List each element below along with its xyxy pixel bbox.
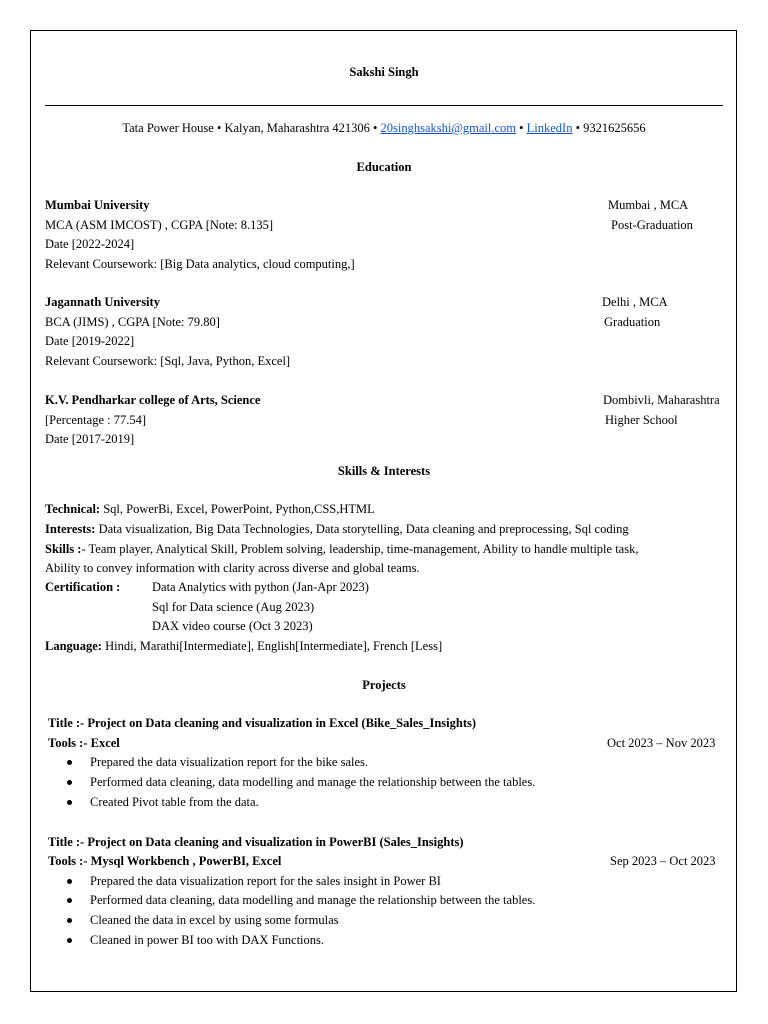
edu-school: Mumbai University bbox=[45, 198, 150, 212]
certification-item: Sql for Data science (Aug 2023) bbox=[152, 600, 315, 614]
edu-coursework: Relevant Coursework: [Sql, Java, Python, Excel] bbox=[45, 354, 291, 368]
technical-label: Technical: bbox=[45, 502, 101, 516]
edu-date: Date [2022-2024] bbox=[45, 237, 135, 251]
contact-separator: • bbox=[516, 121, 527, 135]
skills-line-continued: Ability to convey information with clarity across diverse and global teams. bbox=[45, 561, 420, 575]
bullet-icon bbox=[67, 800, 72, 805]
edu-school: K.V. Pendharkar college of Arts, Science bbox=[45, 393, 261, 407]
linkedin-link[interactable]: LinkedIn bbox=[526, 121, 573, 135]
project-bullet-text: Prepared the data visualization report for the sales insight in Power BI bbox=[90, 874, 441, 888]
edu-location: Dombivli, Maharashtra bbox=[603, 393, 720, 407]
phone-text: • 9321625656 bbox=[572, 121, 646, 135]
bullet-icon bbox=[67, 780, 72, 785]
project-bullet-text: Performed data cleaning, data modelling and manage the relationship between the tables. bbox=[90, 775, 536, 789]
certification-label: Certification : bbox=[45, 580, 121, 594]
skills-label: Skills : bbox=[45, 542, 82, 556]
skills-line bbox=[45, 541, 638, 557]
project-title: Title :- Project on Data cleaning and visualization in Excel (Bike_Sales_Insights) bbox=[48, 716, 477, 730]
edu-level: Graduation bbox=[604, 315, 661, 329]
edu-degree: [Percentage : 77.54] bbox=[45, 413, 147, 427]
edu-location: Delhi , MCA bbox=[602, 295, 668, 309]
project-bullet-text: Prepared the data visualization report for the bike sales. bbox=[90, 755, 369, 769]
certification-item: DAX video course (Oct 3 2023) bbox=[152, 619, 313, 633]
contact-line bbox=[0, 120, 768, 136]
language-label: Language: bbox=[45, 639, 102, 653]
edu-date: Date [2017-2019] bbox=[45, 432, 135, 446]
project-bullet-text: Cleaned the data in excel by using some formulas bbox=[90, 913, 339, 927]
skills-heading: Skills & Interests bbox=[337, 464, 431, 478]
edu-date: Date [2019-2022] bbox=[45, 334, 135, 348]
interests-value: Data visualization, Big Data Technologies, Data storytelling, Data cleaning and preprocessing, Sql coding bbox=[95, 522, 629, 536]
address-text: Tata Power House • Kalyan, Maharashtra 421306 • bbox=[122, 121, 381, 135]
project-bullet-text: Cleaned in power BI too with DAX Functions. bbox=[90, 933, 325, 947]
project-dates: Sep 2023 – Oct 2023 bbox=[610, 854, 716, 868]
edu-degree: BCA (JIMS) , CGPA [Note: 79.80] bbox=[45, 315, 220, 329]
interests-label: Interests: bbox=[45, 522, 96, 536]
bullet-icon bbox=[67, 918, 72, 923]
edu-degree: MCA (ASM IMCOST) , CGPA [Note: 8.135] bbox=[45, 218, 274, 232]
project-bullet-text: Created Pivot table from the data. bbox=[90, 795, 259, 809]
project-bullet-text: Performed data cleaning, data modelling and manage the relationship between the tables. bbox=[90, 893, 536, 907]
certification-item: Data Analytics with python (Jan-Apr 2023) bbox=[152, 580, 369, 594]
skills-value: - Team player, Analytical Skill, Problem solving, leadership, time-management, Ability to handle multiple task, bbox=[81, 542, 639, 556]
project-tools: Tools :- Mysql Workbench , PowerBI, Excel bbox=[48, 854, 282, 868]
project-tools: Tools :- Excel bbox=[48, 736, 120, 750]
email-link[interactable]: 20singhsakshi@gmail.com bbox=[380, 121, 516, 135]
interests-line bbox=[45, 521, 629, 537]
technical-value: Sql, PowerBi, Excel, PowerPoint, Python,CSS,HTML bbox=[100, 502, 375, 516]
bullet-icon bbox=[67, 879, 72, 884]
project-title: Title :- Project on Data cleaning and visualization in PowerBI (Sales_Insights) bbox=[48, 835, 464, 849]
projects-heading: Projects bbox=[362, 678, 406, 692]
language-value: Hindi, Marathi[Intermediate], English[Intermediate], French [Less] bbox=[101, 639, 443, 653]
edu-location: Mumbai , MCA bbox=[608, 198, 689, 212]
edu-level: Higher School bbox=[605, 413, 678, 427]
bullet-icon bbox=[67, 898, 72, 903]
education-heading: Education bbox=[356, 160, 412, 174]
edu-level: Post-Graduation bbox=[611, 218, 693, 232]
technical-skills-line bbox=[45, 501, 375, 517]
edu-school: Jagannath University bbox=[45, 295, 160, 309]
project-dates: Oct 2023 – Nov 2023 bbox=[607, 736, 716, 750]
candidate-name: Sakshi Singh bbox=[349, 65, 419, 79]
header-divider bbox=[45, 105, 723, 106]
language-line bbox=[45, 638, 442, 654]
edu-coursework: Relevant Coursework: [Big Data analytics, cloud computing,] bbox=[45, 257, 355, 271]
bullet-icon bbox=[67, 760, 72, 765]
bullet-icon bbox=[67, 938, 72, 943]
